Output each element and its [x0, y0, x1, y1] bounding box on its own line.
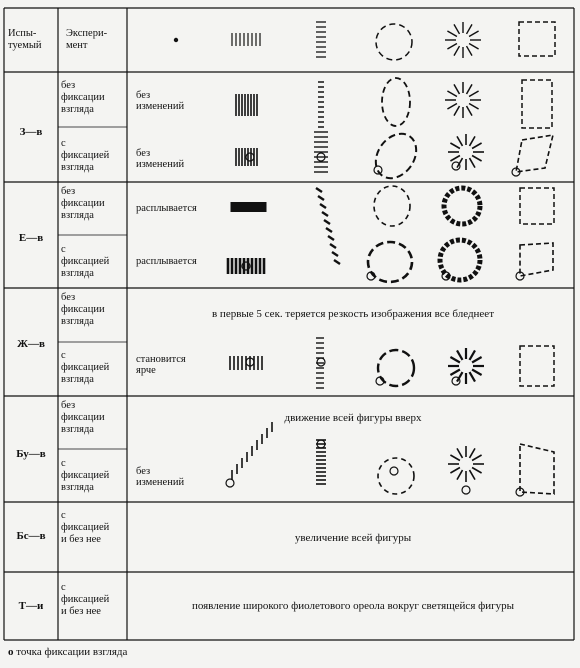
condition-no-fix: без фиксации взгляда: [61, 400, 105, 435]
condition-fix: с фиксацией взгляда: [61, 244, 110, 279]
starburst-figure: [472, 455, 482, 461]
starburst-figure: [469, 44, 479, 50]
line-figure: [330, 244, 336, 248]
square-figure: [522, 80, 552, 128]
row-note: расплывается: [136, 256, 197, 267]
line-figure: [334, 260, 340, 264]
dot-figure: [174, 38, 178, 42]
subject-bs: Бс—в: [16, 530, 46, 542]
starburst-figure: [450, 357, 460, 363]
starburst-figure: [470, 350, 476, 360]
starburst-figure: [454, 46, 460, 56]
circle-figure: [378, 458, 414, 494]
starburst-figure: [450, 455, 460, 461]
row-span-note: появление широкого фиолетового ореола вокруг светящейся фигуры: [191, 600, 515, 612]
line-figure: [322, 212, 328, 216]
row-span-note: увеличение всей фигуры: [294, 532, 412, 544]
condition-no-fix: без фиксации взгляда: [61, 80, 105, 115]
starburst-figure: [470, 470, 476, 480]
legend-text: точка фиксации взгляда: [16, 646, 128, 658]
subject-t: Т—и: [18, 600, 44, 612]
starburst-figure: [472, 156, 482, 162]
condition-fix-and-no: с фиксацией и без нее: [61, 582, 110, 617]
condition-fix: с фиксацией взгляда: [61, 138, 110, 173]
starburst-figure: [457, 448, 463, 458]
starburst-figure: [450, 143, 460, 149]
halo-circle-figure: [444, 188, 480, 224]
row-note: без изменений: [136, 466, 185, 488]
row-span-note: движение всей фигуры вверх: [284, 412, 422, 424]
starburst-figure: [467, 106, 473, 116]
condition-no-fix: без фиксации взгляда: [61, 292, 105, 327]
starburst-figure: [447, 104, 457, 110]
fixation-point: [390, 467, 398, 475]
square-figure: [516, 135, 553, 172]
starburst-figure: [470, 136, 476, 146]
starburst-figure: [467, 84, 473, 94]
condition-fix-and-no: с фиксацией и без нее: [61, 510, 110, 545]
circle-figure: [376, 24, 412, 60]
legend: [8, 646, 127, 658]
starburst-figure: [472, 468, 482, 474]
circle-figure: [374, 186, 410, 226]
square-figure: [520, 243, 553, 276]
starburst-figure: [467, 24, 473, 34]
starburst-figure: [447, 44, 457, 50]
subject-zh: Ж—в: [17, 338, 45, 350]
header-subject: Испы- туемый: [8, 28, 42, 51]
line-figure: [316, 188, 322, 192]
line-figure: [318, 196, 324, 200]
starburst-figure: [469, 91, 479, 97]
row-note: становится ярче: [136, 354, 186, 376]
starburst-figure: [469, 104, 479, 110]
fixation-point: [462, 486, 470, 494]
line-figure: [332, 252, 338, 256]
row-span-note: в первые 5 сек. теряется резкость изображения все бледнеет: [211, 308, 494, 320]
row-note: расплывается: [136, 203, 197, 214]
circle-figure: [382, 78, 410, 126]
starburst-figure: [457, 470, 463, 480]
starburst-figure: [447, 31, 457, 37]
starburst-figure: [454, 24, 460, 34]
condition-fix: с фиксацией взгляда: [61, 350, 110, 385]
circle-figure: [367, 126, 424, 186]
subject-e: Е—в: [18, 232, 44, 244]
square-figure: [519, 22, 555, 56]
starburst-figure: [470, 372, 476, 382]
line-figure: [328, 236, 334, 240]
condition-fix: с фиксацией взгляда: [61, 458, 110, 493]
starburst-figure: [467, 46, 473, 56]
square-figure: [520, 346, 554, 386]
condition-no-fix: без фиксации взгляда: [61, 186, 105, 221]
starburst-figure: [454, 84, 460, 94]
starburst-figure: [470, 448, 476, 458]
starburst-figure: [470, 158, 476, 168]
starburst-figure: [472, 143, 482, 149]
header-experiment: Экспери- мент: [66, 28, 108, 51]
line-figure: [326, 228, 332, 232]
line-figure: [324, 220, 330, 224]
fixation-point: [452, 377, 460, 385]
line-figure: [320, 204, 326, 208]
subject-bu: Бу—в: [16, 448, 46, 460]
starburst-figure: [454, 106, 460, 116]
square-figure: [520, 444, 554, 494]
subject-z: З—в: [19, 126, 43, 138]
fixation-point-symbol: o: [8, 646, 14, 658]
row-note: без изменений: [136, 148, 185, 170]
starburst-figure: [472, 370, 482, 376]
starburst-figure: [450, 370, 460, 376]
row-note: без изменений: [136, 90, 185, 112]
starburst-figure: [457, 350, 463, 360]
starburst-figure: [447, 91, 457, 97]
starburst-figure: [457, 136, 463, 146]
fixation-point: [317, 358, 325, 366]
starburst-figure: [469, 31, 479, 37]
starburst-figure: [450, 468, 460, 474]
square-figure: [520, 188, 554, 224]
halo-circle-figure: [440, 240, 480, 280]
starburst-figure: [472, 357, 482, 363]
fixation-point: [226, 479, 234, 487]
starburst-figure: [450, 156, 460, 162]
